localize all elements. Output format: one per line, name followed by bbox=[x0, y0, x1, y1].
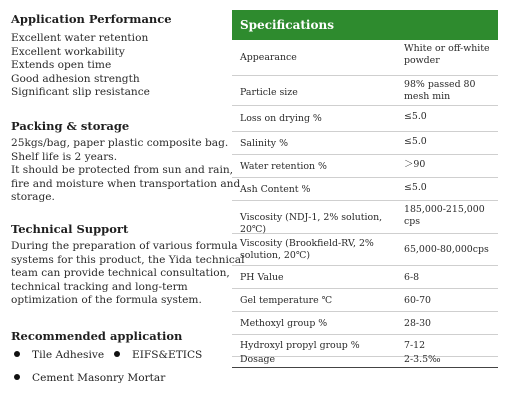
table-row bbox=[232, 155, 498, 178]
spec-value: 7-12 bbox=[404, 340, 426, 351]
specifications-header: Specifications bbox=[232, 10, 498, 40]
spec-value: 60-70 bbox=[404, 295, 432, 306]
spec-property: Methoxyl group % bbox=[240, 318, 328, 329]
text-line: During the preparation of various formula bbox=[11, 240, 238, 252]
specifications-table bbox=[232, 10, 498, 368]
text-line: Shelf life is 2 years. bbox=[11, 150, 118, 163]
spec-value: ≤5.0 bbox=[404, 111, 427, 122]
bullet-icon bbox=[114, 351, 120, 357]
application-item-tile-adhesive bbox=[14, 348, 104, 362]
spec-property: Dosage bbox=[240, 354, 276, 365]
list-item: Excellent workability bbox=[11, 45, 125, 58]
table-row bbox=[232, 312, 498, 335]
spec-property: Viscosity (NDJ-1, 2% solution, 20℃) bbox=[240, 212, 383, 235]
spec-property: Loss on drying % bbox=[240, 113, 322, 124]
table-row bbox=[232, 234, 498, 266]
text-line: optimization of the formula system. bbox=[11, 294, 202, 307]
text-line: team can provide technical consultation, bbox=[11, 267, 230, 280]
technical-support-title: Technical Support bbox=[11, 222, 129, 236]
spec-value: ＞90 bbox=[404, 159, 426, 170]
spec-property: PH Value bbox=[240, 272, 284, 283]
spec-value: ≤5.0 bbox=[404, 182, 427, 193]
list-item: Significant slip resistance bbox=[11, 86, 150, 99]
text-line: 25kgs/bag, paper plastic composite bag. bbox=[11, 137, 229, 149]
spec-value: 185,000-215,000 cps bbox=[404, 204, 485, 227]
list-item: Excellent water retention bbox=[11, 32, 149, 44]
spec-property: Viscosity (Brookfield-RV, 2% solution, 20℃) bbox=[240, 238, 374, 261]
application-performance-title: Application Performance bbox=[11, 12, 172, 26]
spec-property: Salinity % bbox=[240, 138, 288, 149]
application-label: EIFS&ETICS bbox=[132, 349, 203, 361]
text-line: systems for this product, the Yida technical bbox=[11, 253, 245, 266]
spec-value: 98% passed 80 mesh min bbox=[404, 79, 476, 102]
table-row bbox=[232, 178, 498, 201]
spec-value: 2-3.5‰ bbox=[404, 354, 441, 365]
spec-property: Hydroxyl propyl group % bbox=[240, 340, 360, 351]
text-line: It should be protected from sun and rain, bbox=[11, 164, 234, 177]
application-item-eifs-etics bbox=[114, 348, 202, 362]
table-row bbox=[232, 132, 498, 155]
text-line: storage. bbox=[11, 191, 55, 204]
table-row bbox=[232, 354, 498, 368]
application-label: Tile Adhesive bbox=[32, 349, 105, 361]
packing-storage-title: Packing & storage bbox=[11, 119, 130, 133]
table-row bbox=[232, 106, 498, 132]
application-label: Cement Masonry Mortar bbox=[32, 372, 166, 384]
bullet-icon bbox=[14, 351, 20, 357]
table-row bbox=[232, 266, 498, 289]
spec-property: Appearance bbox=[240, 52, 297, 63]
spec-property: Water retention % bbox=[240, 161, 327, 172]
spec-property: Particle size bbox=[240, 87, 298, 98]
spec-value: White or off-white powder bbox=[404, 43, 490, 66]
bullet-icon bbox=[14, 374, 20, 380]
spec-property: Ash Content % bbox=[240, 184, 311, 195]
spec-value: ≤5.0 bbox=[404, 136, 427, 147]
packing-storage-text bbox=[11, 137, 240, 205]
technical-support-text bbox=[11, 240, 245, 308]
text-line: technical tracking and long-term bbox=[11, 280, 188, 293]
list-item: Good adhesion strength bbox=[11, 72, 140, 85]
spec-value: 28-30 bbox=[404, 318, 432, 329]
table-row bbox=[232, 40, 498, 76]
application-performance-list bbox=[11, 32, 150, 100]
spec-value: 6-8 bbox=[404, 272, 420, 283]
application-item-cement-masonry-mortar bbox=[14, 371, 165, 385]
table-row bbox=[232, 201, 498, 234]
spec-property: Gel temperature ℃ bbox=[240, 295, 333, 306]
text-line: fire and moisture when transportation and bbox=[11, 177, 241, 190]
spec-value: 65,000-80,000cps bbox=[404, 244, 489, 255]
list-item: Extends open time bbox=[11, 59, 112, 72]
recommended-application-title: Recommended application bbox=[11, 329, 183, 343]
table-row bbox=[232, 76, 498, 106]
table-row bbox=[232, 289, 498, 312]
